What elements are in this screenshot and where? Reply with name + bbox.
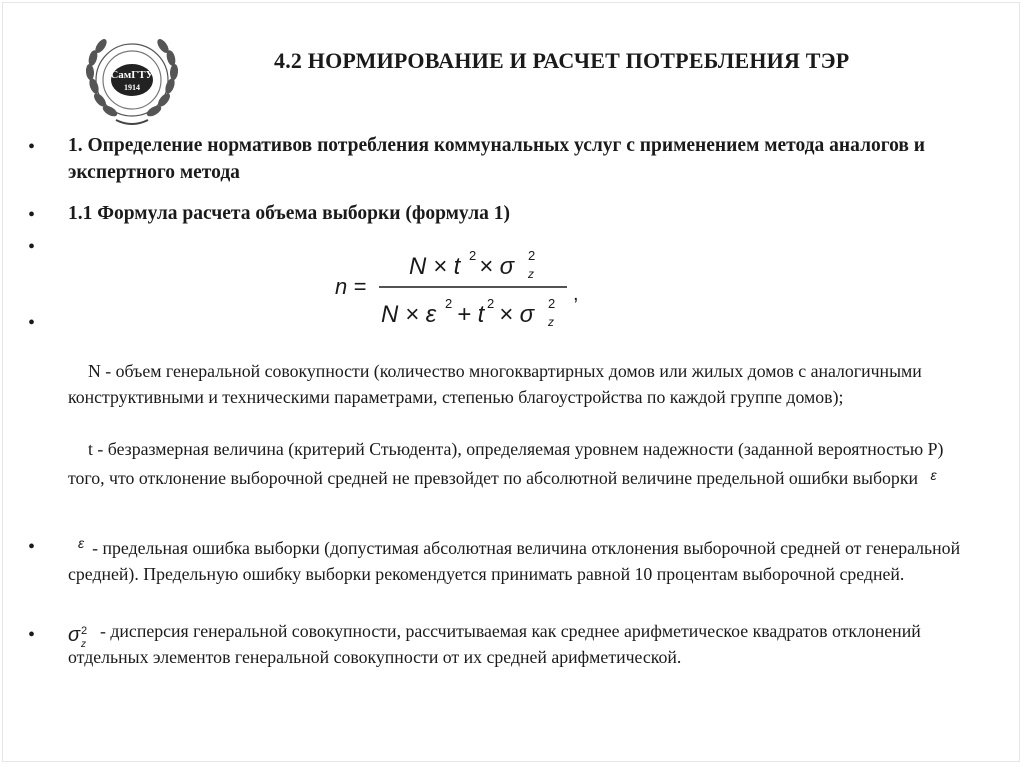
bullet-marker: • [28,312,36,334]
epsilon-symbol: ε [930,467,937,483]
svg-text:1914: 1914 [124,83,140,92]
svg-text:2: 2 [445,296,453,311]
bullet-sample-formula: 1.1 Формула расчета объема выборки (формула 1) [68,203,511,224]
definition-t-text: t - безразмерная величина (критерий Стьюдента), определяемая уровнем надежности (заданной вероятностью Р) того, что отклонение выборочной средней не превзойдет по абсолютной величине предельной ошибки выборки [68,439,944,488]
bullet-marker: • [28,236,36,258]
definition-epsilon-text: - предельная ошибка выборки (допустимая абсолютная величина отклонения выборочной средней от генеральной средней). Предельную ошибку выборки рекомендуется принимать равной 10 процентам выборочной средней. [68,538,961,584]
bullet-marker: • [28,136,36,158]
definition-epsilon [68,530,968,587]
svg-text:N × t: N × t [409,253,461,280]
formula-tail: , [573,283,579,305]
svg-text:2: 2 [487,296,495,311]
definition-sigma-text: - дисперсия генеральной совокупности, рассчитываемая как среднее арифметическое квадратов отклонений отдельных элементов генеральной совокупности от их средней арифметической. [68,621,921,667]
svg-text:СамГТУ: СамГТУ [110,69,154,81]
epsilon-symbol: ε [78,535,85,551]
svg-text:2: 2 [528,248,536,263]
svg-text:2: 2 [469,248,477,263]
definition-t [68,436,968,491]
bullet-marker: • [28,204,36,226]
svg-text:N × ε: N × ε [381,301,437,328]
bullet-marker: • [28,536,36,558]
svg-text:z: z [528,267,534,281]
university-logo-icon [76,24,188,136]
formula-lhs: n = [335,274,367,299]
sample-size-formula [335,240,595,330]
bullet-definition-norms: 1. Определение нормативов потребления коммунальных услуг с применением метода аналогов и экспертного метода [68,135,926,183]
svg-text:× σ: × σ [499,301,535,328]
sigma-symbol: σ 2 z [68,623,88,650]
svg-text:z: z [548,315,554,329]
definition-N [68,358,968,410]
svg-text:2: 2 [548,296,556,311]
svg-text:× σ: × σ [479,253,515,280]
definition-N-text: N - объем генеральной совокупности (количество многоквартирных домов или жилых домов с аналогичными конструктивными и техническими параметрами, степенью благоустройства по каждой группе домов); [68,361,922,407]
bullet-marker: • [28,624,36,646]
definition-sigma [68,618,968,670]
svg-text:+ t: + t [457,301,485,328]
slide-title: 4.2 НОРМИРОВАНИЕ И РАСЧЕТ ПОТРЕБЛЕНИЯ ТЭР [274,48,850,73]
